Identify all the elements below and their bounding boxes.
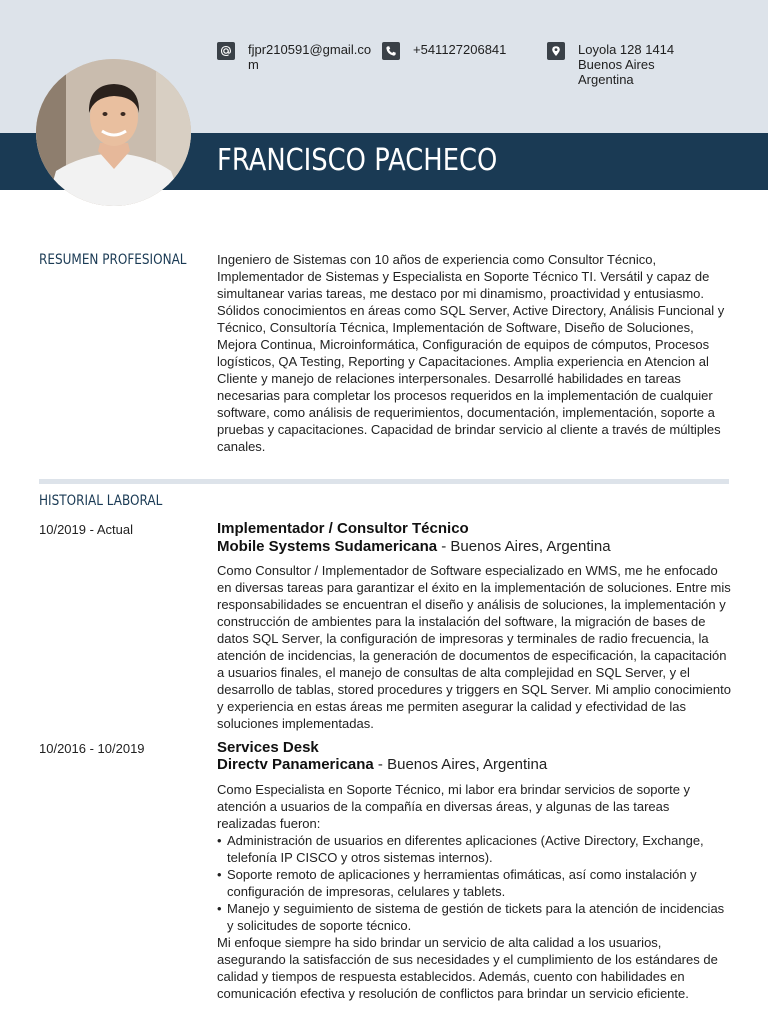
job-2-location: - Buenos Aires, Argentina bbox=[373, 756, 548, 773]
job-2-intro: Como Especialista en Soporte Técnico, mi labor era brindar servicios de soporte y atención a usuarios de la compañía en diversas áreas, y algunas de las tareas realizadas fueron: bbox=[217, 782, 691, 831]
summary-text: Ingeniero de Sistemas con 10 años de experiencia como Consultor Técnico, Implementador de Sistemas y Especialista en Soporte Técnico TI. Versátil y capaz de simultanear varias tareas, me destaco por mi dinamismo, proactividad y entusiasmo. Sólidos conocimientos en áreas como SQL Server, Active Directory, Análisis Funcional y Técnico, Consultoría Técnica, Implementación de Software, Diseño de Soluciones, Mejora Continua, Microinformática, Configuración de equipos de cómputos, Procesos logísticos, QA Testing, Reporting y Capacitaciones. Amplia experiencia en Atencion al Cliente y manejo de relaciones interpersonales. Desarrollé habilidades en tareas necesarias para completar los procesos requeridos en la implementación de cualquier software, como análisis de requerimientos, documentación, implementación, soporte a pruebas y capacitaciones. Capacidad de brindar servicio al cliente a través de múltiples canales. bbox=[217, 252, 725, 454]
summary-heading: RESUMEN PROFESIONAL bbox=[39, 252, 187, 268]
job-2-bullet: • Administración de usuarios en diferentes aplicaciones (Active Directory, Exchange, telefonía IP CISCO y otros sistemas internos). bbox=[217, 832, 732, 866]
job-1-description: Como Consultor / Implementador de Software especializado en WMS, me he enfocado en diversas tareas para garantizar el éxito en la implementación de soluciones. Entre mis responsabilidades se encuentran el diseño y análisis de soluciones, la implementación y construcción de ambientes para la instalación del software, la migración de bases de datos SQL Server, la configuración de impresoras y terminales de radio frecuencia, la atención de incidencias, la generación de documentos de especificación, la capacitación a usuarios finales, el manejo de consultas de alta complejidad en SQL Server, y el desarrollo de tablas, stored procedures y triggers en SQL Server. Mi amplio conocimiento y experiencia en estas áreas me permiten asegurar la calidad y efectividad de las soluciones implementadas. bbox=[217, 563, 731, 731]
section-divider bbox=[39, 479, 729, 484]
email-text: fjpr210591@gmail.com bbox=[248, 42, 372, 72]
contact-email bbox=[217, 42, 377, 72]
job-2-description bbox=[217, 781, 732, 1002]
job-2-dates: 10/2016 - 10/2019 bbox=[39, 741, 145, 756]
job-2-bullet: • Soporte remoto de aplicaciones y herramientas ofimáticas, así como instalación y configuración de impresoras, celulares y tablets. bbox=[217, 866, 732, 900]
job-2-title: Services Desk bbox=[217, 739, 319, 756]
map-pin-icon bbox=[547, 42, 565, 60]
job-2-bullet: • Manejo y seguimiento de sistema de gestión de tickets para la atención de incidencias y solicitudes de soporte técnico. bbox=[217, 900, 732, 934]
job-1-title: Implementador / Consultor Técnico bbox=[217, 520, 469, 537]
job-1-location: - Buenos Aires, Argentina bbox=[437, 538, 611, 555]
job-2-company-line bbox=[217, 756, 547, 773]
history-heading: HISTORIAL LABORAL bbox=[39, 493, 163, 509]
job-2-outro: Mi enfoque siempre ha sido brindar un servicio de alta calidad a los usuarios, asegurando la satisfacción de sus necesidades y el cumplimiento de los estándares de calidad y tiempos de respuesta establecidos. Además, cuento con habilidades en comunicación efectiva y resolución de conflictos para brindar un servicio eficiente. bbox=[217, 935, 718, 1001]
address-line-2: Buenos Aires bbox=[578, 57, 655, 72]
contact-phone bbox=[382, 42, 506, 60]
at-icon bbox=[217, 42, 235, 60]
phone-icon bbox=[382, 42, 400, 60]
job-1-company: Mobile Systems Sudamericana bbox=[217, 538, 438, 555]
job-2-company: Directv Panamericana bbox=[217, 756, 374, 773]
phone-text: +541127206841 bbox=[413, 42, 507, 57]
address-line-1: Loyola 128 1414 bbox=[578, 42, 675, 57]
address-text bbox=[578, 42, 674, 87]
job-2-bullet-list bbox=[217, 832, 732, 934]
job-1-dates: 10/2019 - Actual bbox=[39, 522, 133, 537]
profile-photo bbox=[36, 59, 191, 206]
contact-address bbox=[547, 42, 674, 87]
job-1-company-line bbox=[217, 538, 611, 555]
address-line-3: Argentina bbox=[578, 72, 634, 87]
profile-photo-illustration bbox=[36, 59, 191, 206]
candidate-name: FRANCISCO PACHECO bbox=[217, 143, 498, 178]
